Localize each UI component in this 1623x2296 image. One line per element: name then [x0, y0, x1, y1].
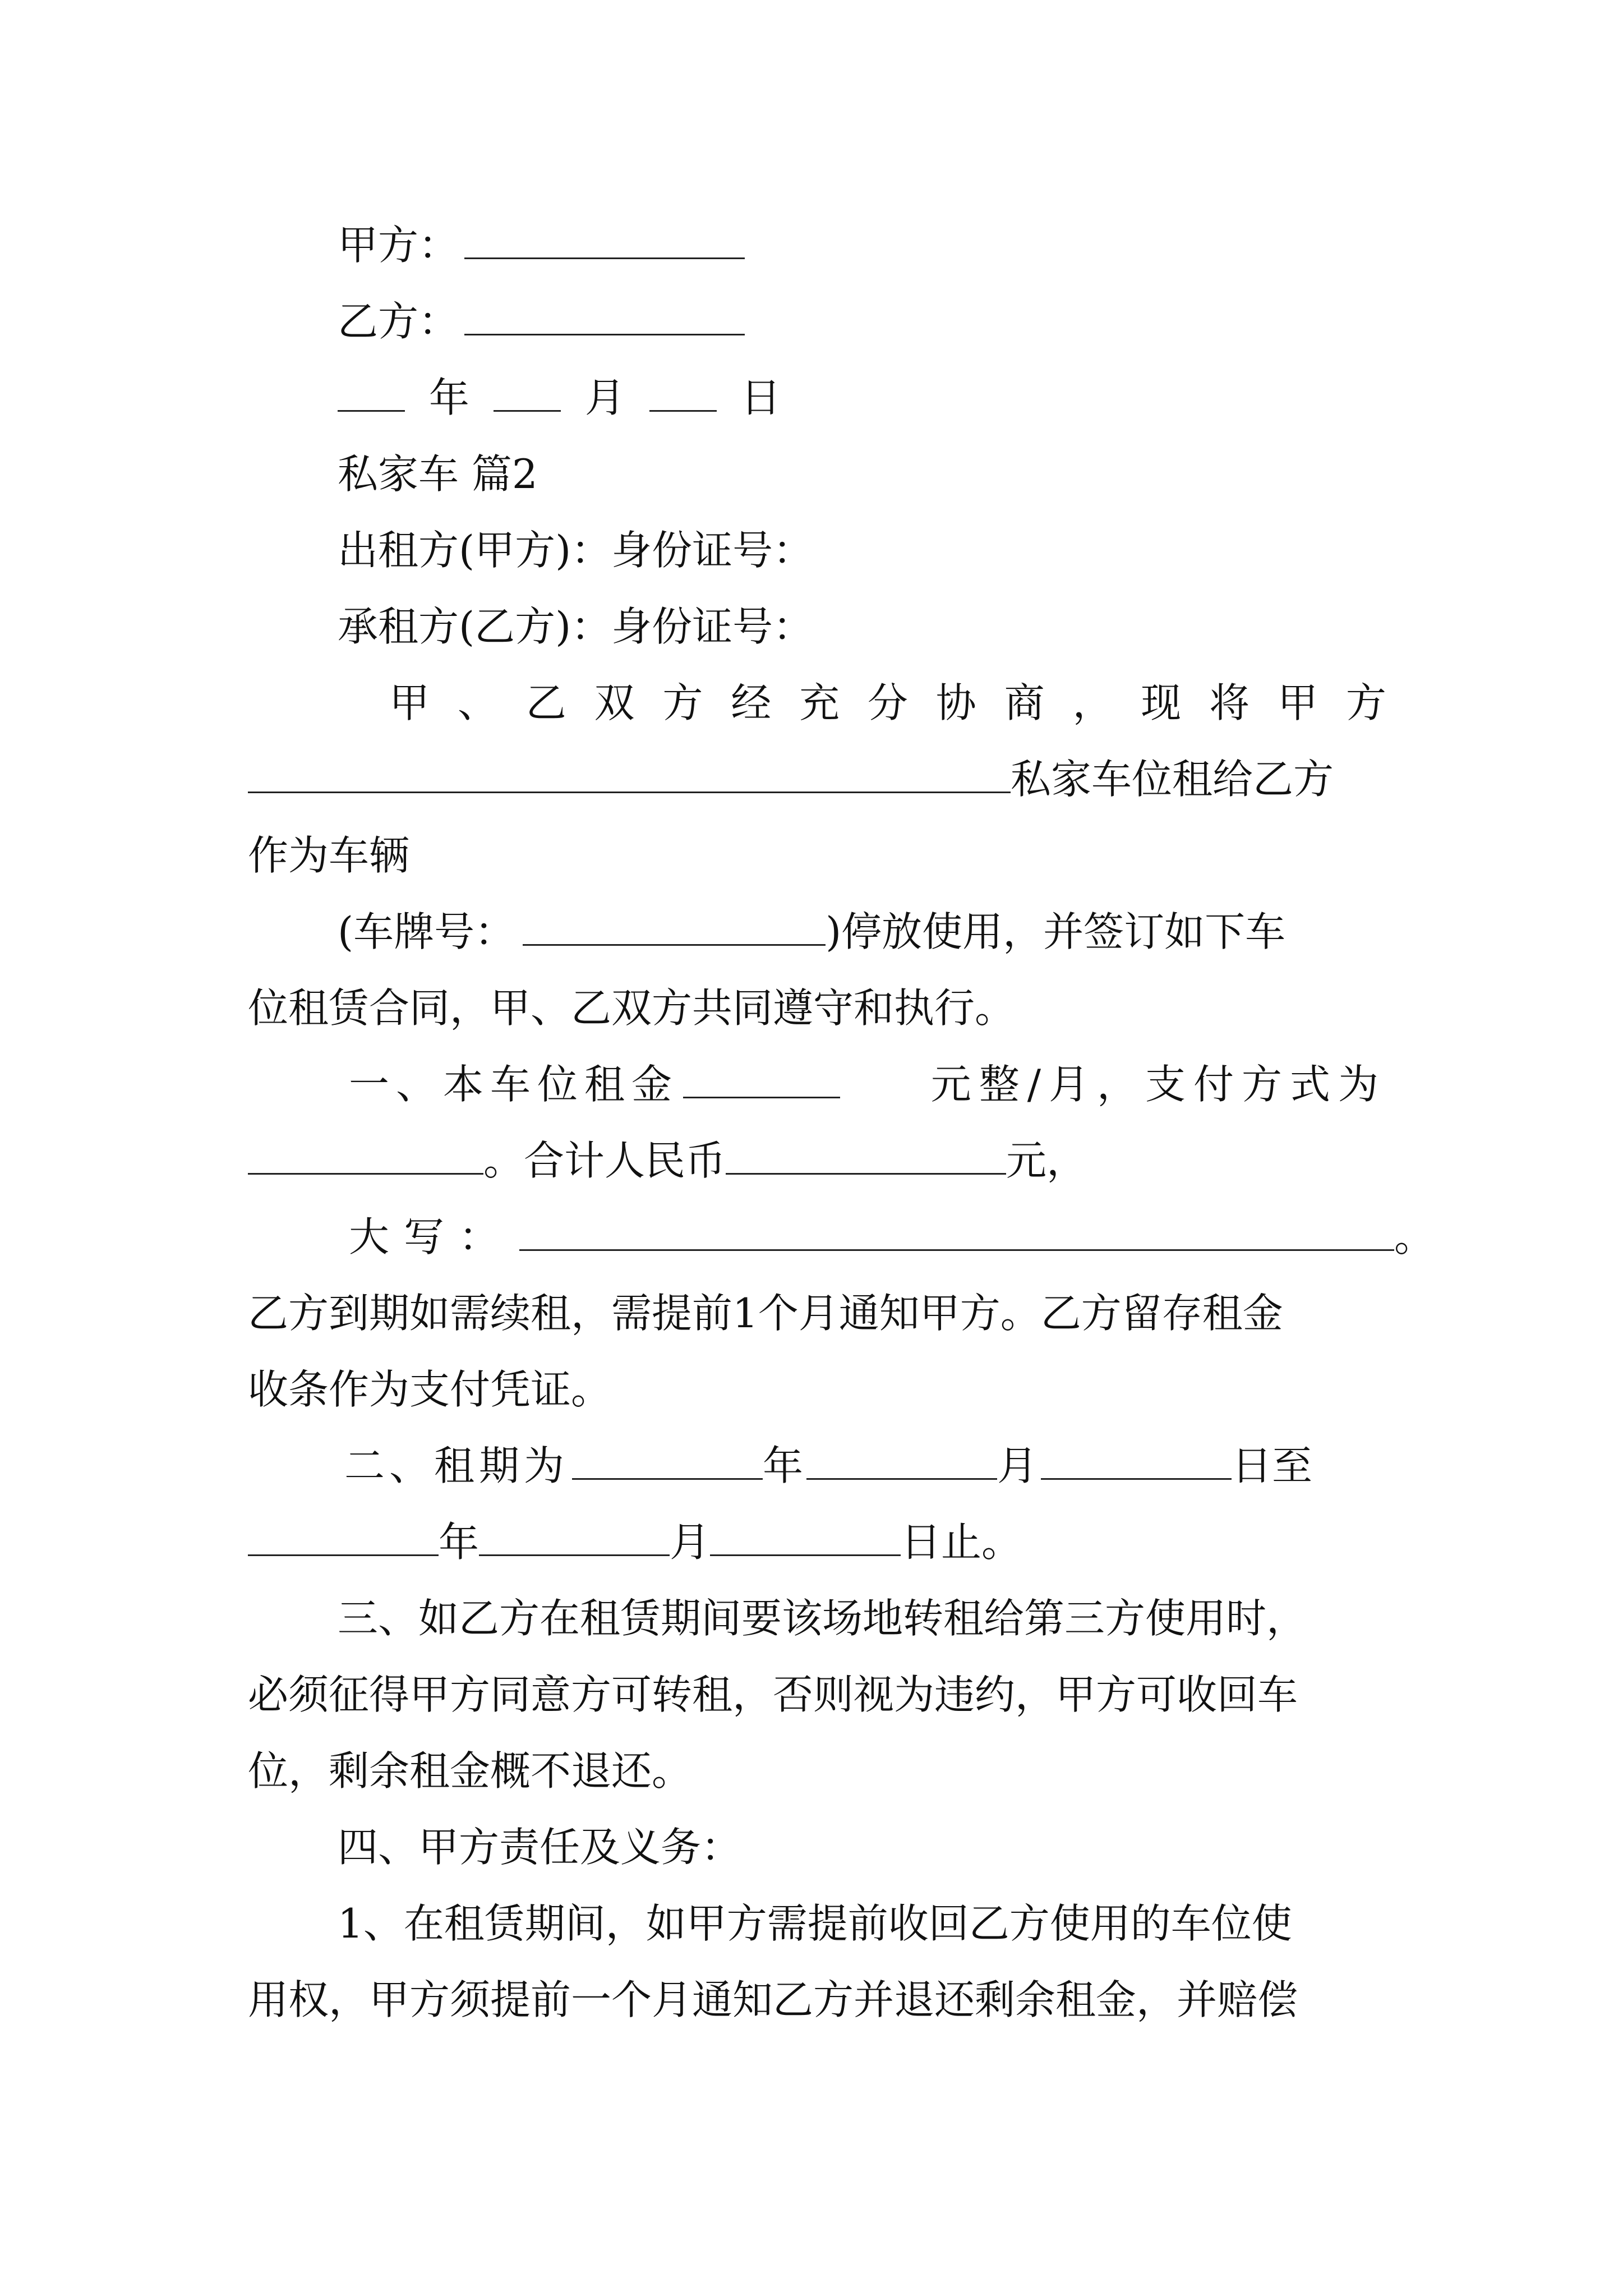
intro-char: 将	[1209, 679, 1250, 726]
start-month-blank	[806, 1443, 997, 1480]
total-blank	[726, 1138, 1006, 1175]
clause3-line-2: 必须征得甲方同意方可转租，否则视为违约，甲方可收回车	[248, 1671, 1298, 1718]
start-month-label: 月	[997, 1442, 1038, 1489]
intro-char: 甲	[389, 679, 430, 726]
clause2-label: 二、租期为	[344, 1442, 569, 1489]
party-b-label: 乙方：	[338, 298, 459, 345]
intro-line-2-text: 私家车位租给乙方	[1011, 756, 1334, 803]
year-label: 年	[428, 374, 469, 421]
capital-blank	[519, 1214, 1394, 1251]
clause1-total-label: 。合计人民币	[483, 1137, 726, 1184]
clause1-line-2	[248, 1135, 1386, 1186]
party-a-label: 甲方：	[338, 222, 459, 269]
end-day-blank	[710, 1520, 901, 1556]
day-blank	[649, 375, 717, 412]
intro-char: 乙	[525, 679, 566, 726]
plate-suffix: )停放使用，并签订如下车	[826, 908, 1286, 955]
intro-char: 双	[594, 679, 635, 726]
start-day-label: 日至	[1232, 1442, 1313, 1489]
clause1-line-3	[349, 1212, 1435, 1262]
section-title: 私家车 篇2	[338, 450, 538, 498]
clause1-yuan: 元，	[1006, 1137, 1087, 1184]
end-month-blank	[479, 1520, 670, 1556]
party-b-blank	[464, 299, 745, 335]
plate-blank	[523, 909, 826, 946]
clause3-line-1: 三、如乙方在租赁期间要该场地转租给第三方使用时，	[338, 1595, 1307, 1642]
clause4-title: 四、甲方责任及义务：	[338, 1824, 742, 1871]
intro-char: 充	[799, 679, 840, 726]
party-a-blank	[464, 223, 745, 259]
clause1-period: 。	[1394, 1213, 1435, 1260]
party-b-line	[338, 296, 1476, 347]
intro-char: 方	[662, 679, 703, 726]
intro-char: 方	[1345, 679, 1386, 726]
intro-line-4	[338, 907, 1476, 957]
clause2-line-2	[248, 1517, 1386, 1567]
start-day-blank	[1041, 1443, 1232, 1480]
plate-prefix: (车牌号：	[338, 908, 515, 955]
start-year-blank	[572, 1443, 763, 1480]
clause2-line-1	[344, 1441, 1386, 1491]
intro-char: 经	[731, 679, 772, 726]
intro-line-3: 作为车辆	[248, 832, 410, 879]
intro-line-5: 位租赁合同，甲、乙双方共同遵守和执行。	[248, 984, 1016, 1032]
clause4-line-1: 1、在租赁期间，如甲方需提前收回乙方使用的车位使	[338, 1900, 1292, 1947]
month-blank	[494, 375, 561, 412]
intro-char: 、	[457, 679, 498, 726]
rent-blank	[683, 1062, 840, 1098]
intro-char: 商	[1004, 679, 1045, 726]
intro-char: 分	[867, 679, 908, 726]
clause1-line-5: 收条作为支付凭证。	[248, 1366, 612, 1413]
clause1-payment-label: 元整/月，支付方式为	[930, 1061, 1386, 1108]
clause4-line-2: 用权，甲方须提前一个月通知乙方并退还剩余租金，并赔偿	[248, 1976, 1298, 2023]
clause1-rent-label: 一、本车位租金	[349, 1061, 679, 1108]
intro-line-2	[248, 754, 1386, 804]
party-a-line	[338, 220, 1476, 270]
lessee-line: 承租方(乙方)：身份证号：	[338, 603, 814, 650]
end-year-label: 年	[439, 1519, 479, 1566]
start-year-label: 年	[763, 1442, 804, 1489]
clause1-line-4: 乙方到期如需续租，需提前1个月通知甲方。乙方留存租金	[248, 1290, 1283, 1337]
intro-line-1	[389, 678, 1386, 728]
intro-char: 协	[935, 679, 976, 726]
month-label: 月	[584, 374, 625, 421]
end-year-blank	[248, 1520, 439, 1556]
end-day-label: 日止。	[901, 1519, 1022, 1566]
day-label: 日	[740, 374, 781, 421]
intro-char: ，	[1072, 679, 1113, 726]
location-blank	[248, 757, 1011, 793]
clause1-capital-label: 大写：	[349, 1213, 514, 1260]
year-blank	[338, 375, 405, 412]
intro-char: 甲	[1277, 679, 1318, 726]
intro-char: 现	[1141, 679, 1182, 726]
clause3-line-3: 位，剩余租金概不退还。	[248, 1747, 693, 1795]
payment-method-blank	[248, 1138, 483, 1175]
end-month-label: 月	[670, 1519, 711, 1566]
lessor-line: 出租方(甲方)：身份证号：	[338, 527, 814, 574]
signature-date-line	[338, 372, 1476, 423]
clause1-line-1	[349, 1059, 1386, 1110]
